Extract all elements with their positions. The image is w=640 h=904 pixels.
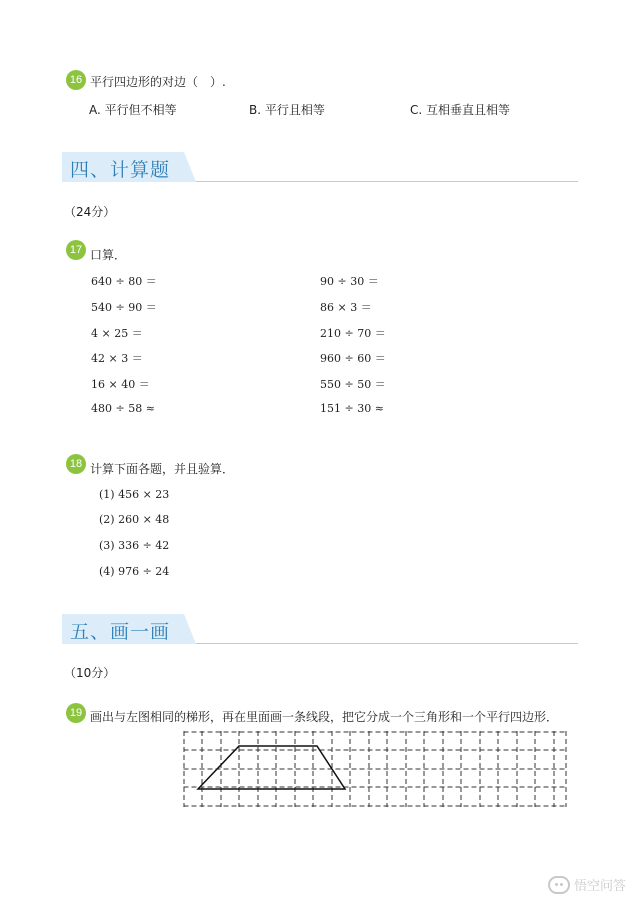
section-5-band-tail <box>184 614 196 644</box>
oral-calc-right-2: 86 × 3 ＝ <box>320 301 372 314</box>
dot-grid-drawing-area[interactable] <box>183 731 567 807</box>
question-16-option-a: A. 平行但不相等 <box>89 103 177 117</box>
section-4-score: （24分） <box>64 205 116 219</box>
question-16-option-c: C. 互相垂直且相等 <box>410 103 511 117</box>
section-4-header <box>62 152 578 182</box>
section-5-header <box>62 614 578 644</box>
question-number-17: 17 <box>66 240 86 260</box>
verify-calc-1: (1) 456 × 23 <box>99 488 170 501</box>
oral-calc-right-5: 550 ÷ 50 ＝ <box>320 378 386 391</box>
oral-calc-left-1: 640 ÷ 80 ＝ <box>91 275 157 288</box>
watermark-text: 悟空问答 <box>573 879 626 894</box>
verify-calc-3: (3) 336 ÷ 42 <box>99 539 170 552</box>
oral-calc-right-4: 960 ÷ 60 ＝ <box>320 352 386 365</box>
oral-calc-right-6: 151 ÷ 30 ≈ <box>320 402 384 415</box>
section-4-title: 四、计算题 <box>70 159 171 181</box>
question-number-16: 16 <box>66 70 86 90</box>
oral-calc-left-2: 540 ÷ 90 ＝ <box>91 301 157 314</box>
question-18-text: 计算下面各题，并且验算． <box>90 462 235 476</box>
oral-calc-right-3: 210 ÷ 70 ＝ <box>320 327 386 340</box>
oral-calc-left-3: 4 × 25 ＝ <box>91 327 143 340</box>
verify-calc-4: (4) 976 ÷ 24 <box>99 565 170 578</box>
question-16-text: 平行四边形的对边（ ）. <box>90 75 226 89</box>
question-17-text: 口算． <box>90 248 127 262</box>
section-5-title: 五、画一画 <box>70 621 171 643</box>
oral-calc-right-1: 90 ÷ 30 ＝ <box>320 275 379 288</box>
verify-calc-2: (2) 260 × 48 <box>99 513 170 526</box>
dashed-grid <box>184 731 567 807</box>
question-number-19: 19 <box>66 703 86 723</box>
question-number-18: 18 <box>66 454 86 474</box>
trapezoid-shape <box>198 746 345 789</box>
oral-calc-left-4: 42 × 3 ＝ <box>91 352 143 365</box>
watermark <box>548 875 626 894</box>
oral-calc-left-6: 480 ÷ 58 ≈ <box>91 402 155 415</box>
chat-bubble-icon <box>548 876 570 894</box>
section-5-score: （10分） <box>64 666 116 680</box>
question-19-text: 画出与左图相同的梯形，再在里面画一条线段，把它分成一个三角形和一个平行四边形． <box>90 710 559 724</box>
oral-calc-left-5: 16 × 40 ＝ <box>91 378 150 391</box>
section-4-band-tail <box>184 152 196 182</box>
question-16-option-b: B. 平行且相等 <box>249 103 325 117</box>
